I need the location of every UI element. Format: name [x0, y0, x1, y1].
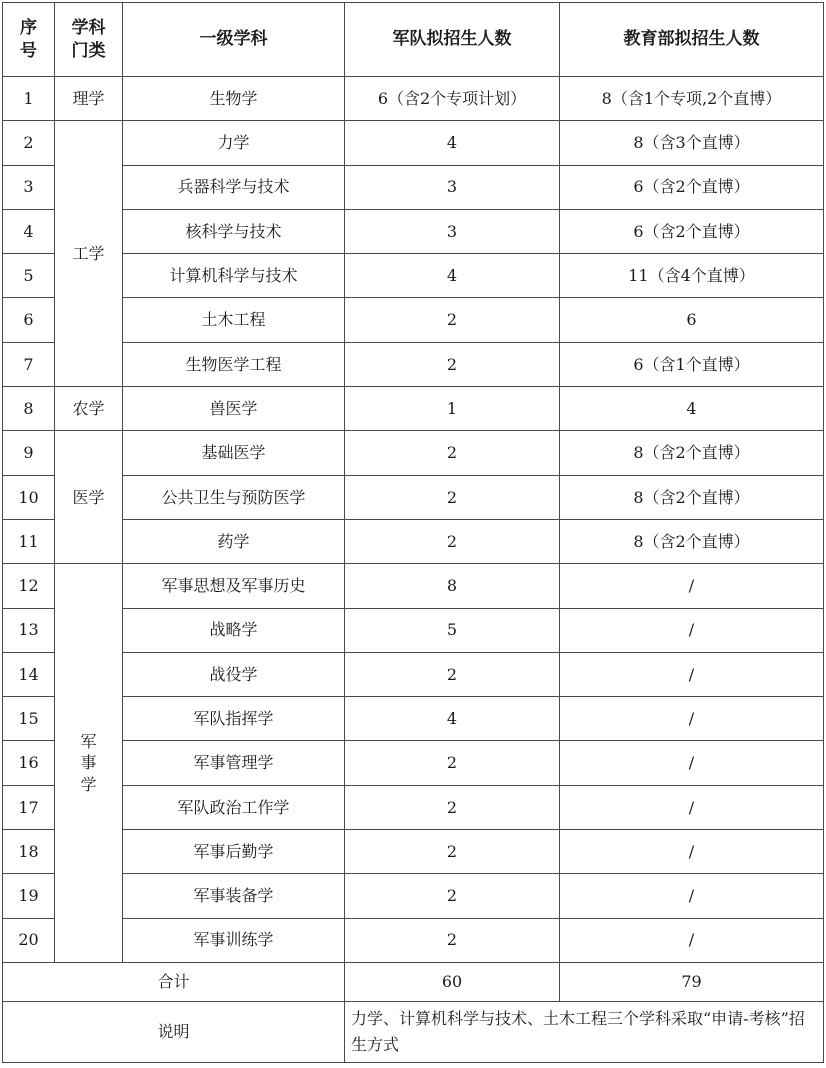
row-military-quota: 2: [345, 785, 560, 829]
table-row: [3, 342, 824, 386]
row-moe-quota: 8（含3个直博）: [560, 121, 824, 165]
table-row: [3, 387, 824, 431]
row-moe-quota: 6: [560, 298, 824, 342]
category-cell: 农学: [55, 387, 123, 431]
row-seq: 20: [3, 918, 55, 962]
table-row: [3, 830, 824, 874]
row-discipline: 军事思想及军事历史: [123, 564, 345, 608]
row-discipline: 兵器科学与技术: [123, 165, 345, 209]
row-moe-quota: /: [560, 697, 824, 741]
row-seq: 17: [3, 785, 55, 829]
note-label: 说明: [3, 1001, 345, 1062]
row-discipline: 核科学与技术: [123, 209, 345, 253]
row-discipline: 力学: [123, 121, 345, 165]
row-discipline: 生物学: [123, 77, 345, 121]
row-discipline: 药学: [123, 519, 345, 563]
table-row: [3, 741, 824, 785]
row-military-quota: 2: [345, 519, 560, 563]
table-row: [3, 475, 824, 519]
row-seq: 2: [3, 121, 55, 165]
row-discipline: 军事训练学: [123, 918, 345, 962]
row-military-quota: 2: [345, 874, 560, 918]
note-text: 力学、计算机科学与技术、土木工程三个学科采取“申请-考核”招生方式: [345, 1001, 824, 1062]
table-row: [3, 121, 824, 165]
row-seq: 15: [3, 697, 55, 741]
row-discipline: 生物医学工程: [123, 342, 345, 386]
row-moe-quota: /: [560, 918, 824, 962]
row-moe-quota: /: [560, 564, 824, 608]
row-military-quota: 4: [345, 121, 560, 165]
table-row: [3, 874, 824, 918]
row-seq: 6: [3, 298, 55, 342]
row-military-quota: 2: [345, 431, 560, 475]
row-seq: 5: [3, 254, 55, 298]
row-seq: 14: [3, 652, 55, 696]
row-military-quota: 2: [345, 475, 560, 519]
row-military-quota: 1: [345, 387, 560, 431]
header-category: 学科门类: [55, 3, 123, 77]
table-row: [3, 254, 824, 298]
table-row: [3, 431, 824, 475]
row-moe-quota: 6（含1个直博）: [560, 342, 824, 386]
total-label: 合计: [3, 962, 345, 1001]
category-cell: 医学: [55, 431, 123, 564]
table-row: [3, 564, 824, 608]
row-discipline: 基础医学: [123, 431, 345, 475]
row-moe-quota: /: [560, 608, 824, 652]
row-moe-quota: 4: [560, 387, 824, 431]
row-discipline: 土木工程: [123, 298, 345, 342]
table-row: [3, 165, 824, 209]
row-moe-quota: /: [560, 830, 824, 874]
header-seq: 序号: [3, 3, 55, 77]
row-moe-quota: /: [560, 874, 824, 918]
row-discipline: 战略学: [123, 608, 345, 652]
row-military-quota: 4: [345, 254, 560, 298]
row-military-quota: 8: [345, 564, 560, 608]
note-row: [3, 1001, 824, 1062]
table-row: [3, 77, 824, 121]
row-military-quota: 2: [345, 918, 560, 962]
row-military-quota: 6（含2个专项计划）: [345, 77, 560, 121]
row-military-quota: 2: [345, 741, 560, 785]
row-seq: 18: [3, 830, 55, 874]
row-seq: 7: [3, 342, 55, 386]
row-moe-quota: 6（含2个直博）: [560, 209, 824, 253]
row-discipline: 兽医学: [123, 387, 345, 431]
enrollment-table: [2, 2, 824, 1063]
row-seq: 10: [3, 475, 55, 519]
total-military-quota: 60: [345, 962, 560, 1001]
row-military-quota: 2: [345, 830, 560, 874]
table-row: [3, 785, 824, 829]
row-moe-quota: 8（含1个专项,2个直博）: [560, 77, 824, 121]
row-moe-quota: 8（含2个直博）: [560, 519, 824, 563]
row-seq: 16: [3, 741, 55, 785]
row-seq: 13: [3, 608, 55, 652]
row-seq: 19: [3, 874, 55, 918]
row-discipline: 军事后勤学: [123, 830, 345, 874]
table-row: [3, 608, 824, 652]
row-military-quota: 2: [345, 342, 560, 386]
category-cell: 理学: [55, 77, 123, 121]
row-discipline: 公共卫生与预防医学: [123, 475, 345, 519]
row-military-quota: 4: [345, 697, 560, 741]
total-row: [3, 962, 824, 1001]
row-military-quota: 3: [345, 209, 560, 253]
row-seq: 1: [3, 77, 55, 121]
row-discipline: 军事装备学: [123, 874, 345, 918]
table-row: [3, 519, 824, 563]
table-row: [3, 918, 824, 962]
row-discipline: 军队政治工作学: [123, 785, 345, 829]
row-moe-quota: 11（含4个直博）: [560, 254, 824, 298]
row-military-quota: 2: [345, 298, 560, 342]
header-moe-quota: 教育部拟招生人数: [560, 3, 824, 77]
row-seq: 12: [3, 564, 55, 608]
table-row: [3, 209, 824, 253]
header-military-quota: 军队拟招生人数: [345, 3, 560, 77]
category-cell: 工学: [55, 121, 123, 387]
row-seq: 11: [3, 519, 55, 563]
row-seq: 9: [3, 431, 55, 475]
row-discipline: 计算机科学与技术: [123, 254, 345, 298]
row-military-quota: 3: [345, 165, 560, 209]
total-moe-quota: 79: [560, 962, 824, 1001]
row-discipline: 战役学: [123, 652, 345, 696]
row-moe-quota: 6（含2个直博）: [560, 165, 824, 209]
row-military-quota: 5: [345, 608, 560, 652]
table-row: [3, 298, 824, 342]
row-moe-quota: 8（含2个直博）: [560, 431, 824, 475]
row-discipline: 军事管理学: [123, 741, 345, 785]
row-moe-quota: /: [560, 741, 824, 785]
row-moe-quota: 8（含2个直博）: [560, 475, 824, 519]
header-discipline: 一级学科: [123, 3, 345, 77]
row-seq: 8: [3, 387, 55, 431]
category-cell: 军事学: [55, 564, 123, 963]
row-seq: 4: [3, 209, 55, 253]
row-moe-quota: /: [560, 785, 824, 829]
row-military-quota: 2: [345, 652, 560, 696]
row-discipline: 军队指挥学: [123, 697, 345, 741]
header-row: [3, 3, 824, 77]
row-seq: 3: [3, 165, 55, 209]
table-row: [3, 697, 824, 741]
row-moe-quota: /: [560, 652, 824, 696]
table-row: [3, 652, 824, 696]
